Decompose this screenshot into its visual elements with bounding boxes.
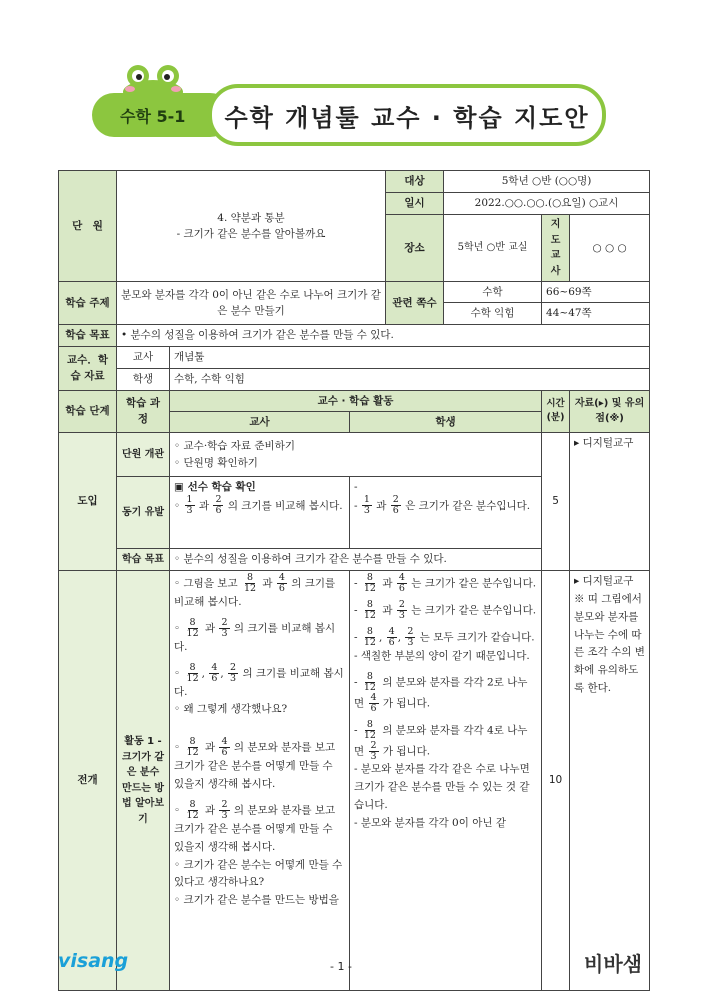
fraction-1-3: $\frac{1}{3}$ bbox=[363, 494, 370, 517]
intro-overview-activity bbox=[170, 433, 542, 477]
date-label: 일시 bbox=[386, 193, 444, 215]
intro-process-motivation: 동기 유발 bbox=[117, 477, 170, 549]
intro-time: 5 bbox=[542, 433, 570, 571]
develop-material-note: ※ 띠 그림에서 분모와 분자를 나누는 수에 따른 조각 수의 변화에 유의하도록 한다. bbox=[574, 592, 645, 695]
student-answer-7: - 분모와 분자를 각각 같은 수로 나누면 크기가 같은 분수를 만들 수 있는 것 같습니다. bbox=[354, 763, 530, 812]
develop-time: 10 bbox=[542, 571, 570, 991]
student-material: 수학, 수학 익힘 bbox=[170, 368, 650, 390]
date-value: 2022.○○.○○.(○요일) ○교시 bbox=[444, 193, 650, 215]
teacher-step-5: ◦ $\frac{8}{12}$ 과 $\frac{4}{6}$ 의 분모와 분자를 보고 크기가 같은 분수를 어떻게 만들 수 있을지 생각해 봅시다. bbox=[174, 736, 336, 791]
intro-process-overview: 단원 개관 bbox=[117, 433, 170, 477]
unit-title: 4. 약분과 통분 bbox=[217, 211, 285, 224]
materials-label: 교수．학습 자료 bbox=[59, 346, 117, 390]
teacher-step-7: ◦ 크기가 같은 분수는 어떻게 만들 수 있다고 생각하나요? bbox=[174, 858, 343, 889]
student-answer-4: - 색칠한 부분의 양이 같기 때문입니다. bbox=[354, 649, 530, 662]
place-value: 5학년 ○반 교실 bbox=[444, 215, 542, 282]
prior-learning-heading: ▣ 선수 학습 확인 bbox=[174, 481, 256, 494]
book1-pages: 66~69쪽 bbox=[542, 282, 650, 303]
develop-process: 활동 1 - 크기가 같은 분수 만드는 방법 알아보기 bbox=[117, 571, 170, 991]
teacher-step-2: ◦ $\frac{8}{12}$ 과 $\frac{2}{3}$ 의 크기를 비교해 봅시다. bbox=[174, 616, 336, 653]
lesson-plan-table bbox=[58, 170, 650, 991]
col-student: 학생 bbox=[350, 411, 542, 432]
target-value: 5학년 ○반 (○○명) bbox=[444, 171, 650, 193]
teacher-step-3: ◦ $\frac{8}{12}$ , $\frac{4}{6}$ , $\frac{2}{3}$ 의 크기를 비교해 봅시다. bbox=[174, 661, 344, 698]
develop-stage: 전개 bbox=[59, 571, 117, 991]
target-label: 대상 bbox=[386, 171, 444, 193]
page-footer bbox=[0, 940, 706, 1000]
fraction-1-3: $\frac{1}{3}$ bbox=[186, 494, 193, 517]
teacher-value: ○ ○ ○ bbox=[570, 215, 650, 282]
student-answer-5: - $\frac{8}{12}$ 의 분모와 분자를 각각 2로 나누면 $\frac{4}{6}$ 가 됩니다. bbox=[354, 670, 528, 714]
col-teacher: 교사 bbox=[170, 411, 350, 432]
fraction-2-6: $\frac{2}{6}$ bbox=[215, 494, 222, 517]
subject-badge: 수학 5-1 bbox=[92, 93, 232, 137]
document-header bbox=[0, 0, 706, 175]
place-label: 장소 bbox=[386, 215, 444, 282]
fraction-2-6: $\frac{2}{6}$ bbox=[392, 494, 399, 517]
teacher-step-6: ◦ $\frac{8}{12}$ 과 $\frac{2}{3}$ 의 분모와 분자를 보고 크기가 같은 분수를 어떻게 만들 수 있을지 생각해 봅시다. bbox=[174, 798, 336, 853]
student-answer-2: - $\frac{8}{12}$ 과 $\frac{2}{3}$ 는 크기가 같은 분수입니다. bbox=[354, 599, 537, 621]
develop-material-tool: ▸ 디지털교구 bbox=[574, 575, 634, 588]
student-answer-8: - 분모와 분자를 각각 0이 아닌 같 bbox=[354, 817, 506, 829]
unit-cell bbox=[117, 171, 386, 282]
teacher-role: 교사 bbox=[117, 346, 170, 368]
teacher-label: 지도 교사 bbox=[542, 215, 570, 282]
book2-pages: 44~47쪽 bbox=[542, 303, 650, 324]
unit-label: 단 원 bbox=[59, 171, 117, 282]
develop-teacher bbox=[170, 571, 350, 991]
goal-label: 학습 목표 bbox=[59, 324, 117, 346]
vivasam-logo: 비바샘 bbox=[584, 952, 642, 976]
pages-label: 관련 쪽수 bbox=[386, 282, 444, 325]
develop-student bbox=[350, 571, 542, 991]
goal-value: • 분수의 성질을 이용하여 크기가 같은 분수를 만들 수 있다. bbox=[117, 324, 650, 346]
teacher-material: 개념툴 bbox=[170, 346, 650, 368]
teacher-step-4: ◦ 왜 그렇게 생각했나요? bbox=[174, 703, 288, 716]
intro-material: ▸ 디지털교구 bbox=[570, 433, 650, 571]
motivation-student-line: - $\frac{1}{3}$ 과 $\frac{2}{6}$ 은 크기가 같은 분수입니다. bbox=[354, 494, 531, 517]
bullet: ◦ bbox=[174, 499, 181, 512]
student-answer-1: - $\frac{8}{12}$ 과 $\frac{4}{6}$ 는 크기가 같은 분수입니다. bbox=[354, 572, 537, 595]
develop-material bbox=[570, 571, 650, 991]
intro-goal-text: ◦ 분수의 성질을 이용하여 크기가 같은 분수를 만들 수 있다. bbox=[170, 549, 542, 571]
topic-label: 학습 주제 bbox=[59, 282, 117, 325]
motivation-student: - - $\frac{1}{3}$ 과 $\frac{2}{6}$ 은 크기가 같은 분수입니다. bbox=[350, 477, 542, 549]
col-stage: 학습 단계 bbox=[59, 390, 117, 433]
teacher-step-1: ◦ 그림을 보고 $\frac{8}{12}$ 과 $\frac{4}{6}$ 의 크기를 비교해 봅시다. bbox=[174, 572, 336, 608]
book2-name: 수학 익힘 bbox=[444, 303, 542, 324]
topic-value: 분모와 분자를 각각 0이 아닌 같은 수로 나누어 크기가 같은 분수 만들기 bbox=[117, 282, 386, 325]
student-answer-6: - $\frac{8}{12}$ 의 분모와 분자를 각각 4로 나누면 $\frac{2}{3}$ 가 됩니다. bbox=[354, 718, 528, 762]
col-materials: 자료(▸) 및 유의점(※) bbox=[570, 390, 650, 433]
overview-step-2: ◦ 단원명 확인하기 bbox=[174, 456, 258, 469]
page-number: - 1 - bbox=[330, 960, 352, 973]
intro-process-goal: 학습 목표 bbox=[117, 549, 170, 571]
intro-stage: 도입 bbox=[59, 433, 117, 571]
motivation-teacher bbox=[170, 477, 350, 549]
teacher-step-8: ◦ 크기가 같은 분수를 만드는 방법을 bbox=[174, 894, 339, 907]
unit-subtitle: - 크기가 같은 분수를 알아볼까요 bbox=[176, 228, 326, 240]
col-activity: 교수 · 학습 활동 bbox=[170, 390, 542, 411]
col-time: 시간 (분) bbox=[542, 390, 570, 433]
student-answer-3: - $\frac{8}{12}$ , $\frac{4}{6}$ , $\frac{2}{3}$ 는 모두 크기가 같습니다. bbox=[354, 625, 535, 648]
overview-step-1: ◦ 교수·학습 자료 준비하기 bbox=[174, 440, 295, 453]
visang-logo: visang bbox=[58, 950, 129, 972]
student-role: 학생 bbox=[117, 368, 170, 390]
book1-name: 수학 bbox=[444, 282, 542, 303]
page-title: 수학 개념툴 교수 · 학습 지도안 bbox=[208, 84, 606, 146]
motivation-teacher-line: ◦ $\frac{1}{3}$ 과 $\frac{2}{6}$ 의 크기를 비교해 봅시다. bbox=[174, 494, 343, 517]
col-process: 학습 과정 bbox=[117, 390, 170, 433]
